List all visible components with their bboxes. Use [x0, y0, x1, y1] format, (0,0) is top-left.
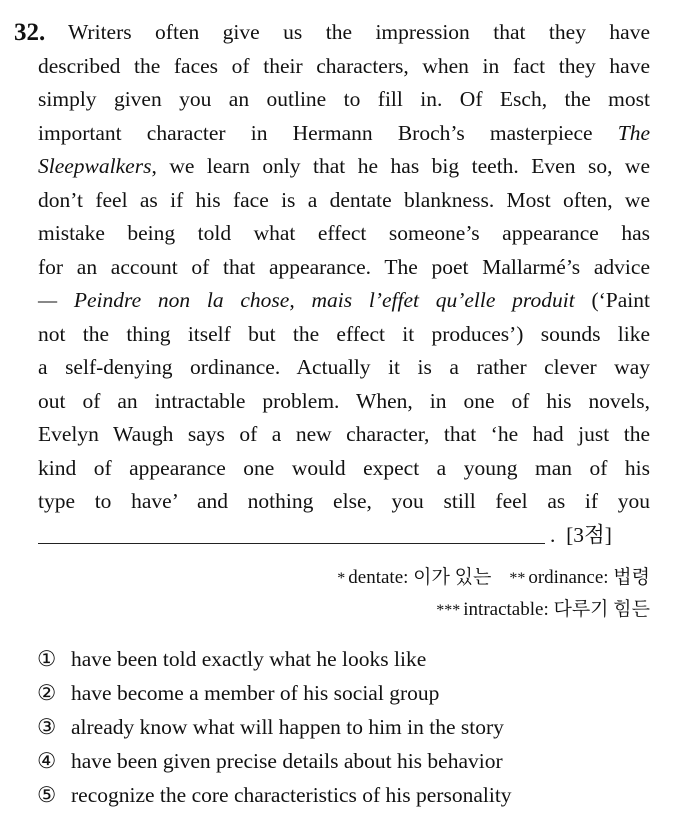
glossary-term-dentate: dentate: 이가 있는	[348, 567, 492, 588]
glossary-line-1	[230, 564, 650, 593]
passage-line-5-text: , we learn only that he has big teeth. Even so, we	[151, 154, 650, 178]
passage-line-14: kind of appearance one would expect a young man of his	[38, 455, 650, 480]
passage-line-9	[38, 284, 650, 318]
passage-line-1: Writers often give us the impression that they have	[68, 20, 650, 44]
choice-4-text: have been given precise details about his behavior	[71, 749, 503, 773]
book-title-part-1: The	[617, 120, 650, 145]
choice-3-text: already know what will happen to him in the story	[71, 715, 504, 739]
passage-line-6: don’t feel as if his face is a dentate blankness. Most often, we	[38, 187, 650, 212]
passage-line-2: described the faces of their characters, when in fact they have	[38, 53, 650, 78]
glossary-star-1: *	[337, 570, 346, 587]
choice-4[interactable]	[37, 744, 657, 778]
choice-5-number: ⑤	[37, 783, 57, 807]
passage-line-15: type to have’ and nothing else, you still feel as if you	[38, 489, 650, 513]
question-number: 32.	[14, 19, 46, 46]
glossary-star-3: ***	[436, 602, 461, 619]
choice-2[interactable]	[37, 676, 657, 710]
answer-blank-row	[38, 518, 650, 552]
mallarme-quote: — Peindre non la chose, mais l’effet qu’elle produit	[38, 288, 575, 312]
answer-blank-line	[38, 543, 545, 544]
glossary-star-2: **	[509, 570, 526, 587]
choice-1-number: ①	[37, 647, 57, 671]
glossary-term-intractable: intractable: 다루기 힘든	[463, 599, 650, 620]
passage-line-13: Evelyn Waugh says of a new character, that ‘he had just the	[38, 422, 650, 446]
passage-line-7: mistake being told what effect someone’s appearance has	[38, 221, 650, 245]
choice-3-number: ③	[37, 715, 57, 739]
choice-4-number: ④	[37, 749, 57, 773]
passage-line-3: simply given you an outline to fill in. Of Esch, the most	[38, 87, 650, 111]
choice-1[interactable]	[37, 642, 657, 676]
passage-line-11: a self-denying ordinance. Actually it is a rather clever way	[38, 355, 650, 379]
passage-line-4-text: important character in Hermann Broch’s masterpiece	[38, 120, 618, 145]
choice-3[interactable]	[37, 710, 657, 744]
choice-5[interactable]	[37, 778, 657, 812]
glossary-line-2	[230, 596, 650, 625]
choice-5-text: recognize the core characteristics of his personality	[71, 783, 512, 807]
passage-line-9-text: (‘Paint	[574, 288, 650, 312]
choice-2-text: have become a member of his social group	[71, 681, 440, 705]
passage-line-4	[38, 117, 650, 151]
choice-1-text: have been told exactly what he looks like	[71, 647, 427, 671]
blank-period: .	[550, 523, 556, 547]
choice-2-number: ②	[37, 681, 57, 705]
book-title-part-2: Sleepwalkers	[38, 154, 152, 178]
passage-line-10: not the thing itself but the effect it produces’) sounds like	[38, 321, 650, 346]
passage-line-8: for an account of that appearance. The poet Mallarmé’s advice	[38, 254, 650, 279]
passage-line-5	[38, 150, 650, 184]
points-label: [3점]	[566, 523, 612, 547]
answer-choices	[37, 642, 657, 812]
glossary-term-ordinance: ordinance: 법령	[528, 567, 650, 588]
passage-line-12: out of an intractable problem. When, in one of his novels,	[38, 388, 650, 413]
blank-end	[550, 518, 612, 552]
passage	[38, 16, 650, 519]
